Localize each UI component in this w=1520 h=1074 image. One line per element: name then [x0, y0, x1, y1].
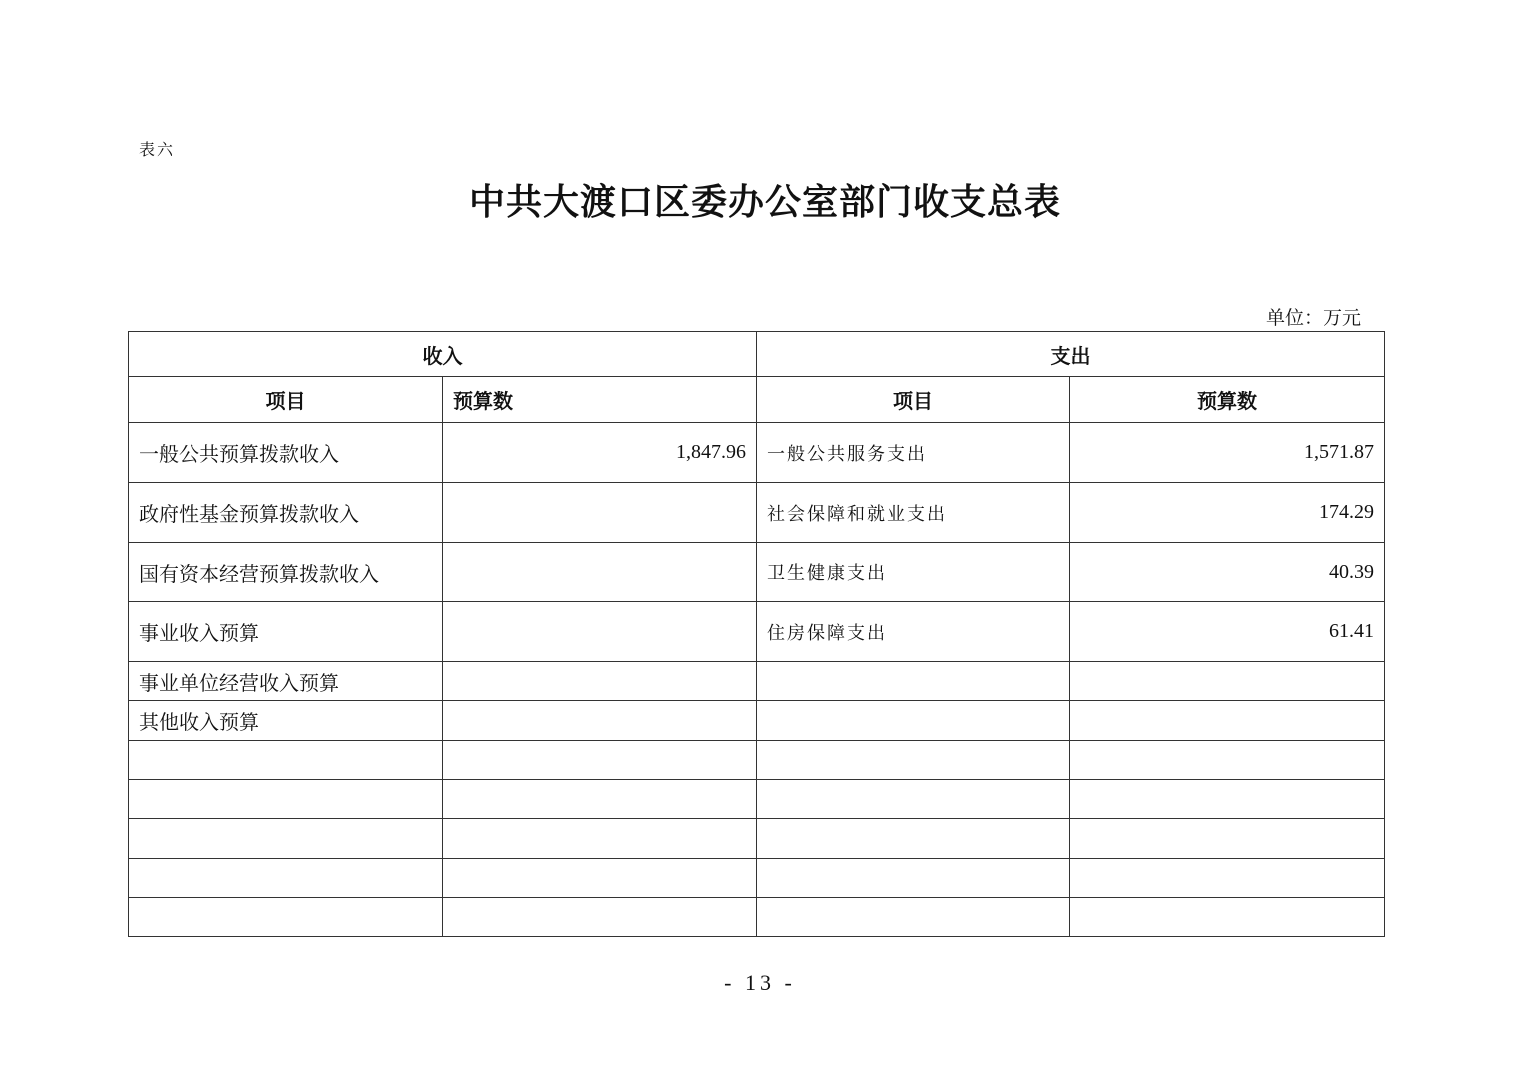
- expense-budget-cell: [1070, 662, 1385, 701]
- income-budget-cell: [443, 741, 757, 780]
- expense-item-cell: 住房保障支出: [757, 602, 1070, 662]
- table-row: [129, 780, 1385, 819]
- income-item-cell: 政府性基金预算拨款收入: [129, 483, 443, 543]
- expense-budget-cell: 40.39: [1070, 543, 1385, 602]
- expense-item-cell: [757, 701, 1070, 741]
- income-item-header: 项目: [129, 377, 443, 423]
- expense-budget-cell: [1070, 780, 1385, 819]
- income-section-header: 收入: [129, 332, 757, 377]
- expense-item-cell: [757, 819, 1070, 859]
- table-row: [129, 423, 1385, 483]
- expense-budget-cell: 61.41: [1070, 602, 1385, 662]
- income-budget-header: 预算数: [443, 377, 757, 423]
- expense-budget-cell: [1070, 741, 1385, 780]
- table-row: [129, 662, 1385, 701]
- income-budget-cell: [443, 662, 757, 701]
- table-row: [129, 701, 1385, 741]
- income-budget-cell: [443, 602, 757, 662]
- unit-label: 单位：万元: [1266, 308, 1362, 329]
- income-item-cell: [129, 819, 443, 859]
- income-budget-cell: [443, 543, 757, 602]
- income-budget-cell: [443, 780, 757, 819]
- income-item-cell: [129, 741, 443, 780]
- table-row: [129, 543, 1385, 602]
- income-budget-cell: [443, 483, 757, 543]
- table-row: [129, 602, 1385, 662]
- expense-item-cell: [757, 741, 1070, 780]
- expense-item-cell: 一般公共服务支出: [757, 423, 1070, 483]
- table-row: [129, 898, 1385, 937]
- income-budget-cell: [443, 898, 757, 937]
- income-item-cell: 事业单位经营收入预算: [129, 662, 443, 701]
- income-budget-cell: [443, 701, 757, 741]
- expense-item-cell: [757, 859, 1070, 898]
- income-budget-cell: [443, 859, 757, 898]
- expense-budget-cell: 174.29: [1070, 483, 1385, 543]
- income-item-cell: [129, 780, 443, 819]
- table-row: [129, 741, 1385, 780]
- income-item-cell: 事业收入预算: [129, 602, 443, 662]
- expense-section-header: 支出: [757, 332, 1385, 377]
- expense-item-cell: [757, 898, 1070, 937]
- expense-budget-cell: [1070, 701, 1385, 741]
- expense-budget-cell: [1070, 819, 1385, 859]
- income-item-cell: 国有资本经营预算拨款收入: [129, 543, 443, 602]
- income-budget-cell: 1,847.96: [443, 423, 757, 483]
- table-row: [129, 483, 1385, 543]
- expense-item-cell: [757, 780, 1070, 819]
- expense-budget-cell: [1070, 859, 1385, 898]
- expense-item-cell: 社会保障和就业支出: [757, 483, 1070, 543]
- expense-budget-header: 预算数: [1070, 377, 1385, 423]
- income-item-cell: [129, 898, 443, 937]
- page-number: - 13 -: [724, 970, 796, 995]
- expense-item-header: 项目: [757, 377, 1070, 423]
- expense-budget-cell: 1,571.87: [1070, 423, 1385, 483]
- table-row: [129, 859, 1385, 898]
- income-item-cell: 一般公共预算拨款收入: [129, 423, 443, 483]
- income-item-cell: 其他收入预算: [129, 701, 443, 741]
- table-row: [129, 819, 1385, 859]
- page-title: 中共大渡口区委办公室部门收支总表: [468, 182, 1061, 222]
- column-header-row: [129, 377, 1385, 423]
- income-budget-cell: [443, 819, 757, 859]
- expense-budget-cell: [1070, 898, 1385, 937]
- section-header-row: [129, 332, 1385, 377]
- expense-item-cell: [757, 662, 1070, 701]
- income-item-cell: [129, 859, 443, 898]
- table-label: 表六: [139, 142, 176, 159]
- budget-table: [128, 331, 1385, 937]
- expense-item-cell: 卫生健康支出: [757, 543, 1070, 602]
